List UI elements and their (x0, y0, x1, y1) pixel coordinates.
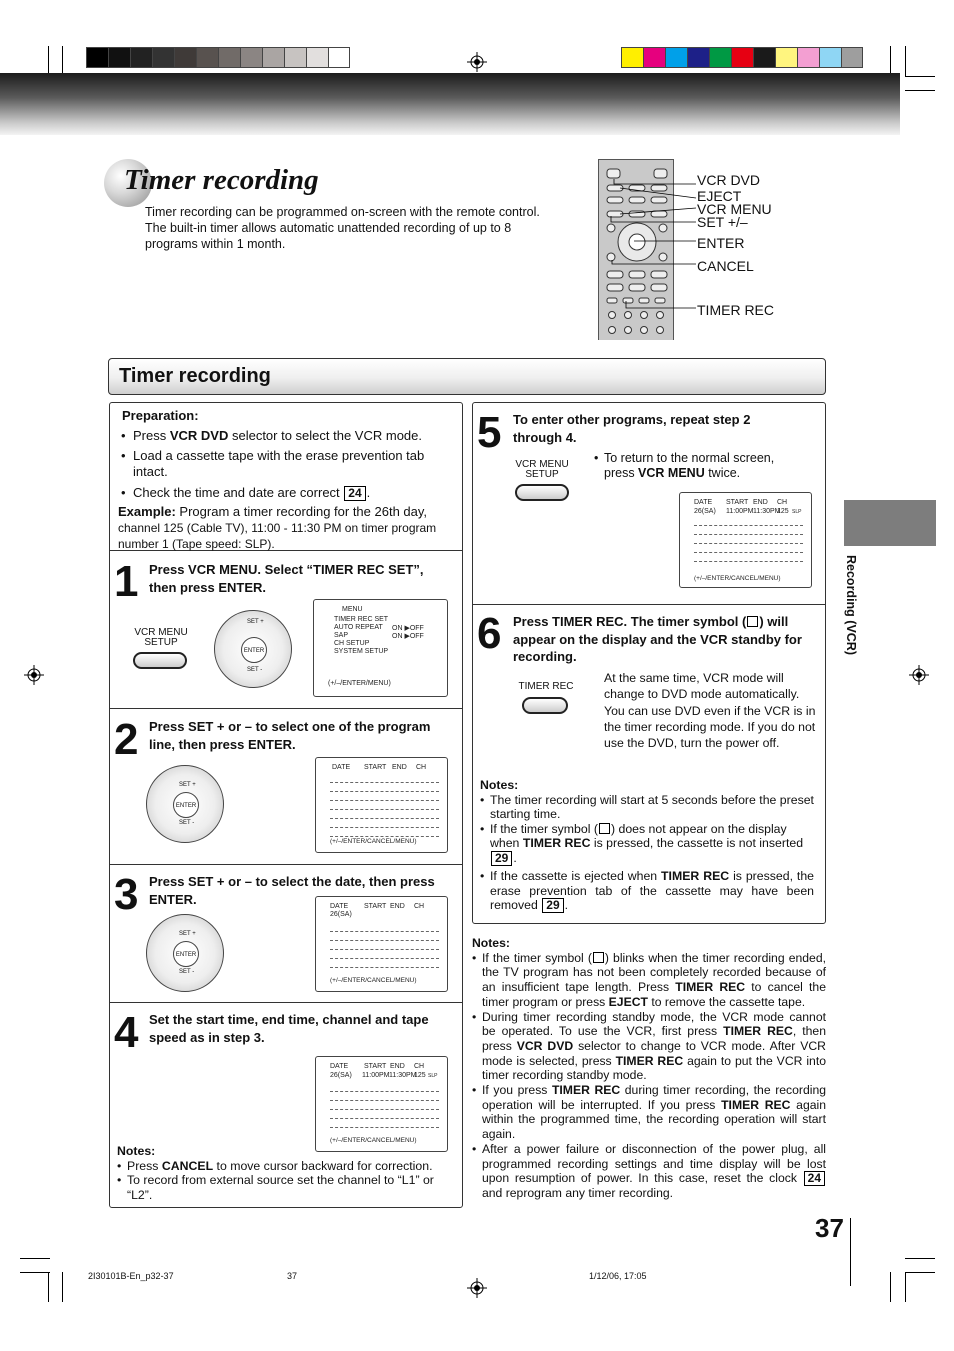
start-value: 11:00PM (362, 1072, 390, 1079)
color-swatch (797, 47, 819, 68)
list-item: • To record from external source set the channel to “L1” or “L2”. (117, 1173, 457, 1202)
notes-heading: Notes: (472, 936, 510, 950)
screen-footer: (+/–/ENTER/CANCEL/MENU) (330, 977, 417, 984)
page-ref-badge: 29 (491, 851, 512, 866)
remote-label-vcr-menu: VCR MENU (697, 201, 772, 217)
column-header: END (392, 764, 407, 771)
menu-screen-title: MENU (342, 606, 363, 613)
column-header: START (364, 1063, 387, 1070)
dpad[interactable] (146, 914, 224, 992)
dpad[interactable] (146, 765, 224, 843)
step-4-text: Set the start time, end time, channel and tape speed as in step 3. (149, 1012, 429, 1045)
end-value: 11:30PM (753, 508, 781, 515)
timer-screen (315, 757, 448, 853)
registration-mark-icon (467, 1278, 487, 1298)
divider (109, 864, 463, 865)
screen-footer: (+/–/ENTER/CANCEL/MENU) (330, 838, 417, 845)
step-number: 4 (114, 1008, 136, 1057)
step-5-note (594, 451, 794, 480)
menu-item: AUTO REPEAT (334, 624, 383, 631)
column-header: CH (416, 764, 427, 771)
color-swatch (621, 47, 643, 68)
remote-label-enter: ENTER (697, 235, 745, 251)
enter-button[interactable]: ENTER (173, 941, 199, 967)
color-swatch (687, 47, 709, 68)
set-minus-label: SET - (247, 667, 263, 673)
registration-mark-icon (24, 665, 44, 685)
vcr-menu-button[interactable] (515, 484, 569, 501)
channel-value: 125 (777, 508, 789, 515)
timer-symbol-icon (599, 823, 610, 834)
page-ref-badge: 29 (542, 898, 563, 913)
side-tab (844, 500, 936, 546)
column-header: DATE (694, 499, 713, 506)
step-number: 6 (477, 609, 499, 658)
crop-mark (20, 1272, 50, 1273)
date-value: 26(SA) (330, 1072, 352, 1079)
crop-mark (905, 1272, 935, 1273)
color-swatch (328, 47, 350, 68)
step-5-text: To enter other programs, repeat step 2 through 4. (513, 412, 751, 445)
crop-mark (48, 1272, 49, 1302)
notes-heading: Notes: (480, 778, 519, 792)
set-minus-label: SET - (179, 820, 195, 826)
remote-label-timer-rec: TIMER REC (697, 302, 774, 318)
color-swatch (196, 47, 218, 68)
color-swatch (731, 47, 753, 68)
enter-button[interactable]: ENTER (173, 792, 199, 818)
color-swatch (262, 47, 284, 68)
color-swatch (218, 47, 240, 68)
on-off-toggle: ON ▶OFF (392, 633, 424, 640)
column-header: CH (777, 499, 788, 506)
set-plus-label: SET + (247, 619, 264, 625)
remote-label-vcr-dvd: VCR DVD (697, 172, 761, 188)
set-plus-label: SET + (179, 782, 196, 788)
column-header: DATE (330, 903, 349, 910)
step-1-text: Press VCR MENU. Select “TIMER REC SET”, then press ENTER. (149, 562, 424, 595)
column-header: CH (414, 903, 425, 910)
section-header (108, 358, 826, 395)
color-swatch (152, 47, 174, 68)
speed-value: SLP (792, 509, 802, 515)
timer-rec-button[interactable] (522, 697, 568, 714)
menu-item: SYSTEM SETUP (334, 648, 389, 655)
enter-button[interactable]: ENTER (241, 637, 267, 663)
color-swatch (306, 47, 328, 68)
preparation (118, 408, 456, 552)
color-swatch (284, 47, 306, 68)
color-swatch (240, 47, 262, 68)
channel-value: 125 (414, 1072, 426, 1079)
footer-file: 2I30101B-En_p32-37 (88, 1271, 174, 1281)
timer-rec-label: TIMER REC (518, 681, 574, 692)
divider (109, 708, 463, 709)
column-header: START (364, 764, 387, 771)
column-header: START (726, 499, 749, 506)
color-swatch (709, 47, 731, 68)
color-swatch (86, 47, 108, 68)
preparation-heading: Preparation: (122, 408, 199, 423)
screen-footer: (+/–/ENTER/MENU) (328, 680, 391, 687)
column-header: DATE (332, 764, 351, 771)
list-item: • If the cassette is ejected when TIMER REC is pressed, the erase prevention tab of the cassette may have been removed 29 . (480, 869, 814, 913)
list-item: • If the timer symbol ( ) blinks when the timer recording ended, the TV program has not been completely recorded because of an insufficient tape length. Press TIMER REC to cancel the timer program or press EJECT to remove the cassette tape. (472, 951, 826, 1010)
step-2-text: Press SET + or – to select one of the program line, then press ENTER. (149, 719, 431, 752)
color-swatch (819, 47, 841, 68)
column-header: END (390, 1063, 405, 1070)
list-item: • Load a cassette tape with the erase prevention tab intact. (118, 448, 456, 480)
step-6-notes (480, 778, 814, 913)
timer-symbol-icon (593, 952, 604, 963)
section-title: Timer recording (119, 365, 271, 387)
color-swatch (130, 47, 152, 68)
color-swatch (841, 47, 863, 68)
list-item: • During timer recording standby mode, the VCR mode cannot be operated. To use the VCR, first press TIMER REC, then press VCR DVD selector to change to VCR mode. After VCR mode is selected, press TIMER REC again to put the VCR into timer recording standby mode. (472, 1010, 826, 1084)
crop-mark (905, 1272, 906, 1302)
step-number: 3 (114, 870, 136, 919)
example-text: Example: Program a timer recording for the 26th day, (118, 504, 428, 519)
menu-screen (313, 599, 448, 697)
menu-item: SAP (334, 632, 349, 639)
crop-mark (905, 1258, 935, 1259)
page-ref-badge: 24 (344, 486, 365, 501)
column-header: END (390, 903, 405, 910)
color-swatch (775, 47, 797, 68)
dpad[interactable] (214, 610, 292, 688)
remote-label-cancel: CANCEL (697, 258, 754, 274)
screen-footer: (+/–/ENTER/CANCEL/MENU) (694, 575, 781, 582)
menu-item: TIMER REC SET (334, 616, 389, 623)
timer-screen (315, 1056, 448, 1152)
color-swatch (665, 47, 687, 68)
page-ref-badge: 24 (804, 1171, 825, 1186)
step-number: 2 (114, 715, 136, 764)
step-number: 5 (477, 408, 499, 457)
step-4-notes (117, 1144, 457, 1202)
crop-mark (905, 90, 935, 91)
date-value: 26(SA) (694, 508, 716, 515)
registration-mark-icon (909, 665, 929, 685)
color-swatch (108, 47, 130, 68)
registration-mark-icon (467, 52, 487, 72)
page-number: 37 (815, 1213, 844, 1243)
list-item: • If the timer symbol ( ) does not appear on the display when TIMER REC is pressed, the cassette is not inserted 29 . (480, 822, 814, 866)
list-item: • The timer recording will start at 5 seconds before the preset starting time. (480, 793, 814, 822)
page-number-rule (850, 1218, 851, 1286)
screen-footer: (+/–/ENTER/CANCEL/MENU) (330, 1137, 417, 1144)
vcr-menu-label: VCR MENU SETUP (134, 627, 188, 648)
example-text-2: channel 125 (Cable TV), 11:00 - 11:30 PM on timer program number 1 (Tape speed: SLP). (118, 521, 437, 551)
header-band (0, 73, 900, 135)
color-swatch (174, 47, 196, 68)
column-header: CH (414, 1063, 425, 1070)
set-plus-label: SET + (179, 931, 196, 937)
timer-screen (679, 492, 812, 588)
crop-mark (62, 46, 63, 76)
remote-label-eject: EJECT (697, 188, 742, 204)
page-title: Timer recording (124, 164, 319, 196)
list-item: • Check the time and date are correct 24 . (118, 485, 456, 501)
grayscale-swatch-strip (86, 47, 350, 68)
on-off-toggle: ON ▶OFF (392, 625, 424, 632)
timer-screen (315, 896, 448, 992)
color-swatch (753, 47, 775, 68)
notes-heading: Notes: (117, 1144, 156, 1158)
crop-mark (890, 46, 891, 76)
intro-text: Timer recording can be programmed on-screen with the remote control. The built-in timer allows automatic unattended recording of up to 8 programs within 1 month. (145, 205, 540, 251)
speed-value: SLP (428, 1073, 438, 1079)
column-header: START (364, 903, 387, 910)
crop-mark (905, 76, 935, 77)
crop-mark (62, 1272, 63, 1302)
column-header: DATE (330, 1063, 349, 1070)
list-item: • If you press TIMER REC during timer recording, the recording operation will be interrupted. If you press TIMER REC again within the programmed time, the recording operation will start again. (472, 1083, 826, 1142)
column-header: END (753, 499, 768, 506)
divider (472, 604, 826, 605)
start-value: 11:00PM (726, 508, 754, 515)
remote-callout-lines (606, 170, 698, 320)
step-3-text: Press SET + or – to select the date, then press ENTER. (149, 874, 435, 907)
bottom-notes (472, 936, 826, 1201)
list-item: • To return to the normal screen, press VCR MENU twice. (594, 451, 794, 480)
color-swatch (643, 47, 665, 68)
divider (109, 1002, 463, 1003)
crop-mark (890, 1272, 891, 1302)
crop-mark (20, 1258, 50, 1259)
set-minus-label: SET - (179, 969, 195, 975)
list-item: • After a power failure or disconnection of the power plug, all programmed recording settings and time display will be lost upon resumption of power. In this case, reset the clock 24 and reprogram any timer recording. (472, 1142, 826, 1201)
list-item: • Press CANCEL to move cursor backward for correction. (117, 1159, 457, 1174)
menu-item: CH SETUP (334, 640, 370, 647)
crop-mark (48, 46, 49, 76)
date-value: 26(SA) (330, 911, 352, 918)
footer-date: 1/12/06, 17:05 (589, 1271, 647, 1281)
crop-mark (905, 46, 906, 76)
step-number: 1 (114, 557, 136, 606)
color-swatch-strip (621, 47, 863, 68)
side-tab-label: Recording (VCR) (844, 555, 858, 655)
step-6-text: Press TIMER REC. The timer symbol ( ) will appear on the display and the VCR standby for recording. (513, 614, 802, 664)
vcr-menu-label: VCR MENU SETUP (515, 459, 569, 480)
list-item: • Press VCR DVD selector to select the VCR mode. (118, 428, 456, 444)
step-6-info: At the same time, VCR mode will change to DVD mode automatically. You can use DVD even if the VCR is in the timer recording mode. If you do not use the DVD, turn the power off. (604, 671, 816, 751)
remote-label-set: SET +/– (697, 214, 748, 230)
timer-symbol-icon (747, 616, 758, 627)
end-value: 11:30PM (389, 1072, 417, 1079)
vcr-menu-button[interactable] (133, 652, 187, 669)
footer-page: 37 (287, 1271, 298, 1281)
